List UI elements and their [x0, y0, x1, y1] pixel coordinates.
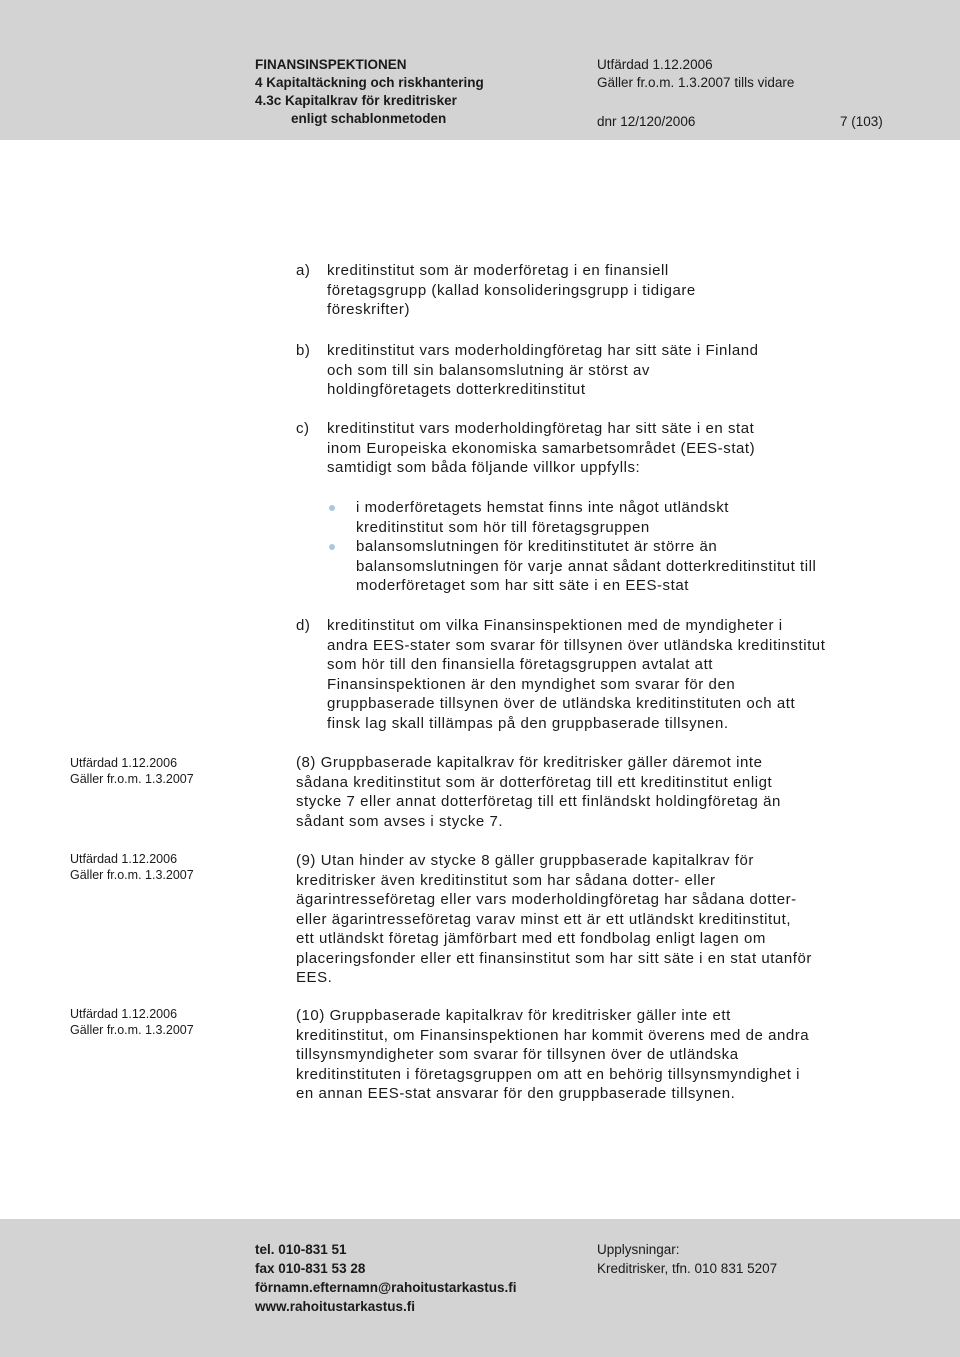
footer-fax: fax 010-831 53 28 [255, 1261, 366, 1276]
text-line: kreditinstitut om vilka Finansinspektionen med de myndigheter i [327, 617, 783, 634]
text-line: i moderföretagets hemstat finns inte något utländskt [356, 499, 729, 516]
text-line: finsk lag skall tillämpas på den gruppbaserade tillsynen. [327, 714, 729, 732]
paragraph-8 [296, 753, 936, 831]
bullet-item [327, 498, 927, 537]
text-line: moderföretaget som har sitt säte i en EES-stat [356, 577, 689, 594]
list-prefix: c) [296, 420, 310, 437]
list-item-b [296, 341, 936, 400]
text-line: företagsgrupp (kallad konsolideringsgrupp i tidigare [327, 281, 696, 299]
footer-phone: tel. 010-831 51 [255, 1242, 347, 1257]
issued-date: Utfärdad 1.12.2006 [597, 57, 713, 72]
document-number: dnr 12/120/2006 [597, 114, 696, 129]
section-title-line2: enligt schablonmetoden [291, 111, 447, 126]
paragraph-9 [296, 851, 936, 988]
text-line: sådant som avses i stycke 7. [296, 812, 504, 830]
margin-valid: Gäller fr.o.m. 1.3.2007 [70, 868, 194, 882]
text-line: och som till sin balansomslutning är störst av [327, 361, 650, 379]
bullet-icon [329, 544, 335, 550]
margin-note [70, 1006, 194, 1038]
text-line: holdingföretagets dotterkreditinstitut [327, 381, 586, 398]
text-line: stycke 7 eller annat dotterföretag till ett finländskt holdingföretag än [296, 793, 781, 810]
text-line: balansomslutningen för varje annat sådant dotterkreditinstitut till [356, 557, 817, 575]
valid-date: Gäller fr.o.m. 1.3.2007 tills vidare [597, 75, 795, 90]
org-name: FINANSINSPEKTIONEN [255, 57, 407, 72]
text-line: ett utländskt företag jämförbart med ett fondbolag enligt lagen om [296, 930, 766, 947]
bullet-item [327, 537, 927, 596]
text-line: kreditinstituten i företagsgruppen om att en behörig tillsynsmyndighet i [296, 1065, 801, 1083]
page-number: 7 (103) [840, 114, 883, 129]
paragraph-10 [296, 1006, 936, 1104]
text-line: som hör till den finansiella företagsgruppen avtalat att [327, 656, 714, 673]
text-line: sådana kreditinstitut som är dotterföretag till ett kreditinstitut enligt [296, 773, 773, 791]
text-line: (10) Gruppbaserade kapitalkrav för kreditrisker gäller inte ett [296, 1007, 731, 1024]
footer-website: www.rahoitustarkastus.fi [255, 1299, 416, 1314]
footer-email: förnamn.efternamn@rahoitustarkastus.fi [255, 1280, 517, 1295]
list-prefix: d) [296, 617, 311, 634]
text-line: (9) Utan hinder av stycke 8 gäller gruppbaserade kapitalkrav för [296, 852, 754, 869]
text-line: andra EES-stater som svarar för tillsynen över utländska kreditinstitut [327, 636, 826, 654]
text-line: Finansinspektionen är den myndighet som svarar för den [327, 675, 736, 693]
margin-note [70, 755, 194, 787]
text-line: kreditinstitut vars moderholdingföretag har sitt säte i Finland [327, 342, 759, 359]
margin-valid: Gäller fr.o.m. 1.3.2007 [70, 1023, 194, 1037]
text-line: gruppbaserade tillsynen över de utländska kreditinstituten och att [327, 695, 796, 712]
text-line: placeringsfonder eller ett finansinstitut som har sitt säte i en stat utanför [296, 949, 812, 967]
text-line: (8) Gruppbaserade kapitalkrav för kreditrisker gäller däremot inte [296, 754, 763, 771]
list-item-d [296, 616, 936, 733]
text-line: kreditrisker även kreditinstitut som har sådana dotter- eller [296, 871, 716, 889]
text-line: tillsynsmyndigheter som svarar för tillsynen över de utländska [296, 1046, 739, 1063]
page-header [0, 0, 960, 140]
text-line: kreditinstitut, om Finansinspektionen har kommit överens med de andra [296, 1026, 810, 1044]
page-footer [0, 1219, 960, 1357]
text-line: eller ägarintresseföretag varav minst ett är ett utländskt kreditinstitut, [296, 910, 792, 928]
section-title-line1: 4.3c Kapitalkrav för kreditrisker [255, 93, 457, 108]
text-line: en annan EES-stat ansvarar för den gruppbaserade tillsynen. [296, 1085, 736, 1102]
list-item-a [296, 261, 936, 320]
margin-issued: Utfärdad 1.12.2006 [70, 756, 178, 770]
margin-issued: Utfärdad 1.12.2006 [70, 852, 178, 866]
text-line: inom Europeiska ekonomiska samarbetsområdet (EES-stat) [327, 439, 756, 457]
text-line: ägarintresseföretag eller vars moderholdingföretag har sådana dotter- [296, 891, 797, 908]
list-item-c [296, 419, 936, 478]
text-line: balansomslutningen för kreditinstitutet är större än [356, 538, 718, 555]
text-line: kreditinstitut vars moderholdingföretag har sitt säte i en stat [327, 420, 755, 437]
text-line: EES. [296, 969, 333, 986]
text-line: kreditinstitut som är moderföretag i en finansiell [327, 262, 669, 279]
text-line: föreskrifter) [327, 301, 410, 318]
chapter-title: 4 Kapitaltäckning och riskhantering [255, 75, 484, 90]
list-prefix: b) [296, 342, 311, 359]
margin-valid: Gäller fr.o.m. 1.3.2007 [70, 772, 194, 786]
footer-info-label: Upplysningar: [597, 1242, 680, 1257]
margin-note [70, 851, 194, 883]
text-line: samtidigt som båda följande villkor uppfylls: [327, 459, 641, 476]
bullet-icon [329, 505, 335, 511]
footer-info-value: Kreditrisker, tfn. 010 831 5207 [597, 1261, 778, 1276]
margin-issued: Utfärdad 1.12.2006 [70, 1007, 178, 1021]
text-line: kreditinstitut som hör till företagsgruppen [356, 518, 650, 536]
list-prefix: a) [296, 262, 311, 279]
